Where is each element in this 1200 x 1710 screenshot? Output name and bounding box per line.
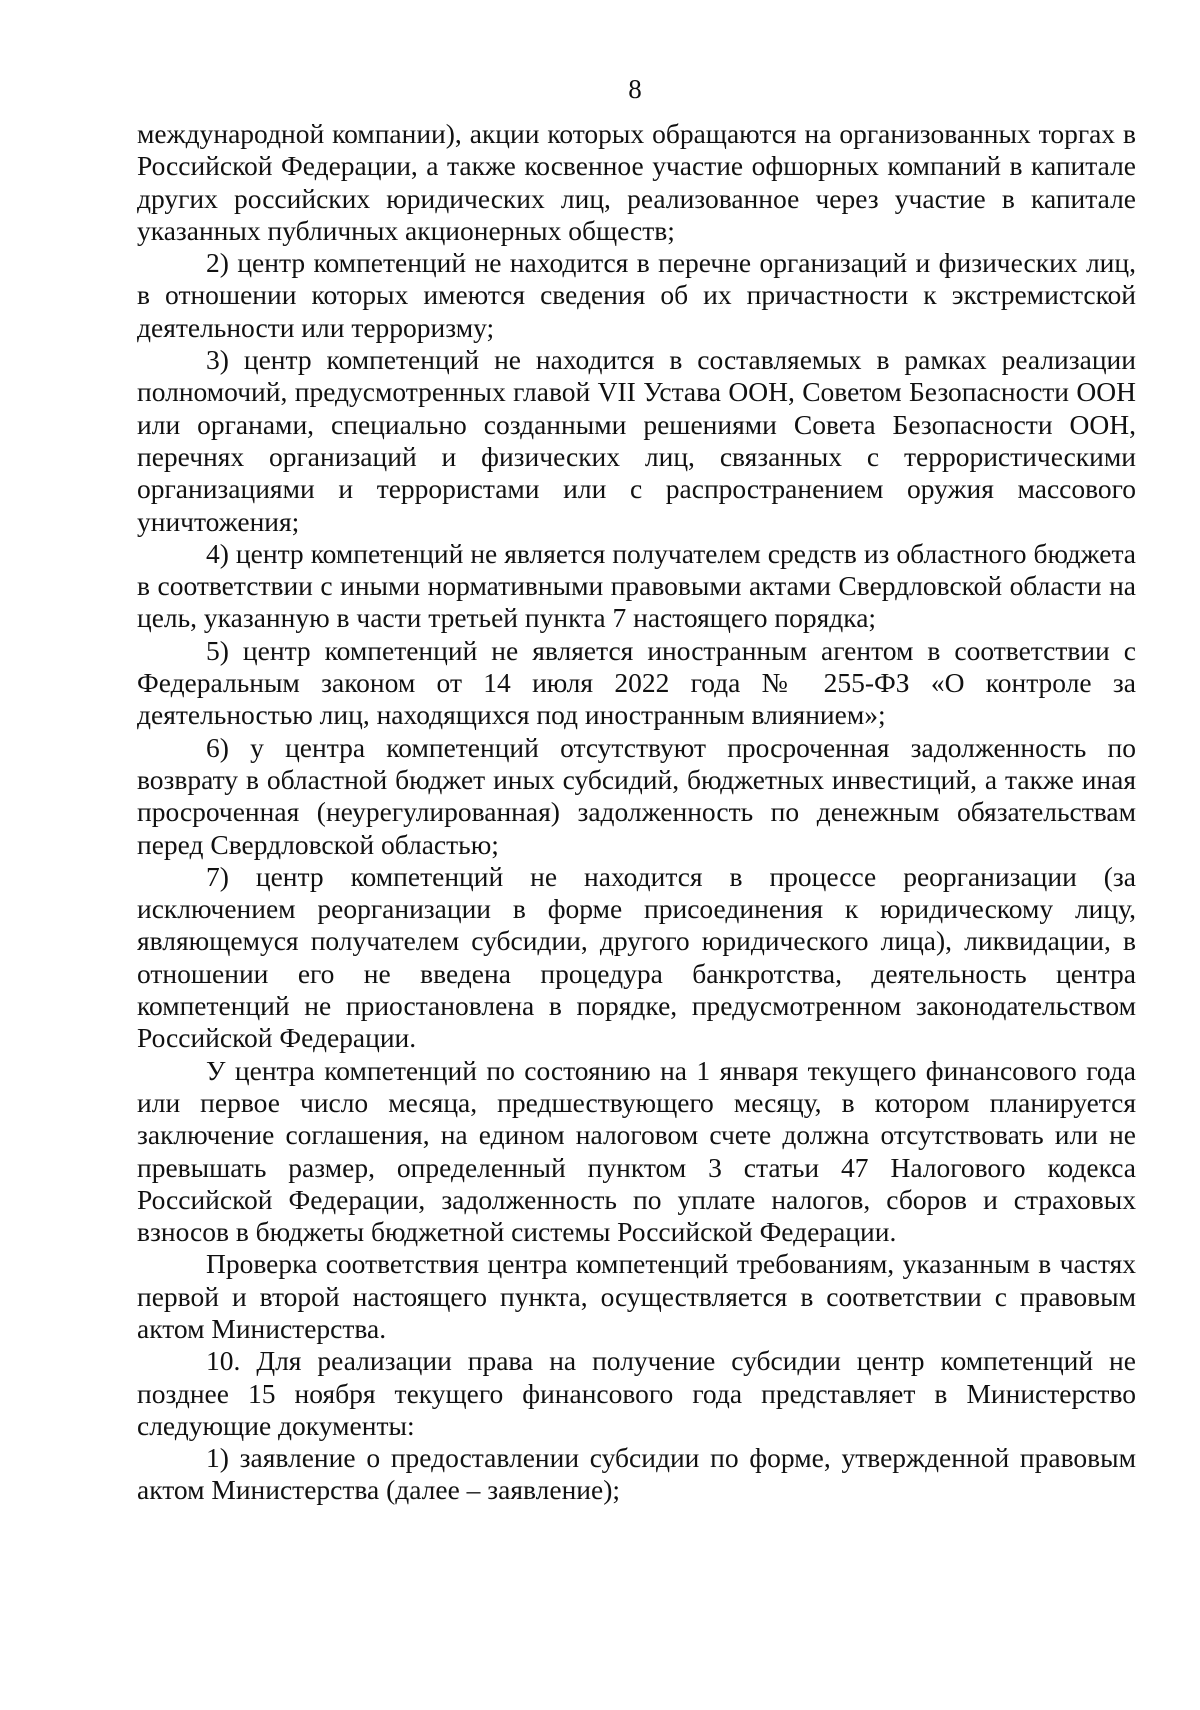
document-body xyxy=(137,118,1136,1507)
paragraph-item-3: 3) центр компетенций не находится в составляемых в рамках реализации полномочий, предусмотренных главой VII Устава ООН, Советом Безопасности ООН или органами, специально созданными решениями Совета Безопасности ООН, перечнях организаций и физических лиц, связанных с террористическими организациями и террористами или с распространением оружия массового уничтожения; xyxy=(137,344,1136,537)
paragraph-section-10-item-1: 1) заявление о предоставлении субсидии по форме, утвержденной правовым актом Министерства (далее – заявление); xyxy=(137,1442,1136,1506)
paragraph-tax-debt: У центра компетенций по состоянию на 1 января текущего финансового года или первое число месяца, предшествующего месяцу, в котором планируется заключение соглашения, на едином налоговом счете должна отсутствовать или не превышать размер, определенный пунктом 3 статьи 47 Налогового кодекса Российской Федерации, задолженность по уплате налогов, сборов и страховых взносов в бюджеты бюджетной системы Российской Федерации. xyxy=(137,1054,1136,1248)
paragraph-section-10: 10. Для реализации права на получение субсидии центр компетенций не позднее 15 ноября текущего финансового года представляет в Министерство следующие документы: xyxy=(137,1345,1136,1441)
paragraph-item-4: 4) центр компетенций не является получателем средств из областного бюджета в соответствии с иными нормативными правовыми актами Свердловской области на цель, указанную в части третьей пункта 7 настоящего порядка; xyxy=(137,537,1136,634)
paragraph-compliance-check: Проверка соответствия центра компетенций требованиям, указанным в частях первой и второй настоящего пункта, осуществляется в соответствии с правовым актом Министерства. xyxy=(137,1248,1136,1344)
paragraph-item-5: 5) центр компетенций не является иностранным агентом в соответствии с Федеральным законом от 14 июля 2022 года № 255-ФЗ «О контроле за деятельностью лиц, находящихся под иностранным влиянием»; xyxy=(137,634,1136,731)
page-number: 8 xyxy=(628,74,642,104)
paragraph-continuation: международной компании), акции которых обращаются на организованных торгах в Российской Федерации, а также косвенное участие офшорных компаний в капитале других российских юридических лиц, реализованное через участие в капитале указанных публичных акционерных обществ; xyxy=(137,118,1136,246)
paragraph-item-2: 2) центр компетенций не находится в перечне организаций и физических лиц, в отношении которых имеются сведения об их причастности к экстремистской деятельности или терроризму; xyxy=(137,247,1136,343)
paragraph-item-7: 7) центр компетенций не находится в процессе реорганизации (за исключением реорганизации в форме присоединения к юридическому лицу, являющемуся получателем субсидии, другого юридического лица), ликвидации, в отношении его не введена процедура банкротства, деятельность центра компетенций не приостановлена в порядке, предусмотренном законодательством Российской Федерации. xyxy=(137,860,1136,1054)
paragraph-item-6: 6) у центра компетенций отсутствуют просроченная задолженность по возврату в областной бюджет иных субсидий, бюджетных инвестиций, а также иная просроченная (неурегулированная) задолженность по денежным обязательствам перед Свердловской областью; xyxy=(137,731,1136,860)
